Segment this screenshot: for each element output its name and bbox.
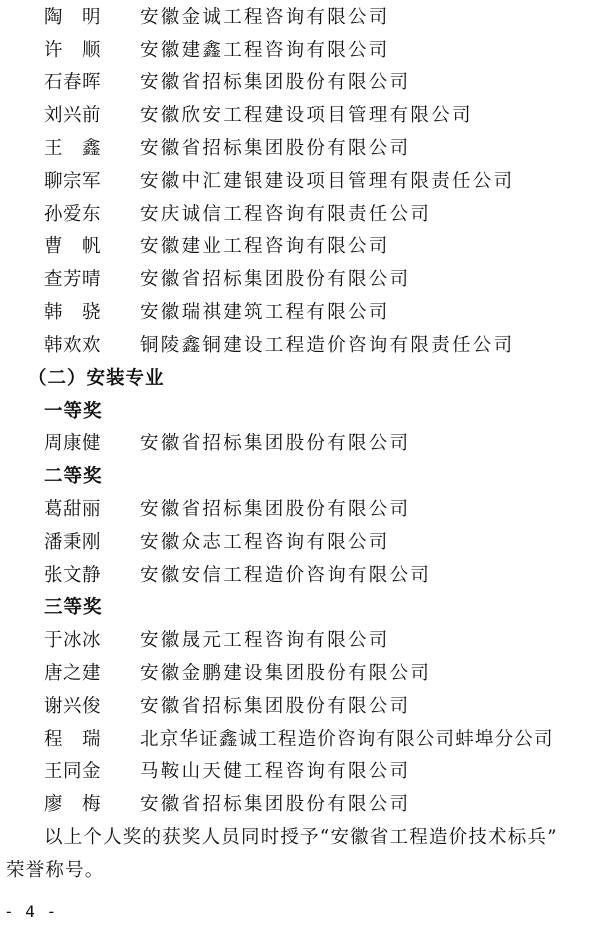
awardee-org: 安徽金鹏建设集团股份有限公司 <box>140 663 432 684</box>
awardee-name: 韩 骁 <box>44 302 102 323</box>
list-item <box>0 691 600 723</box>
list-item <box>0 133 600 165</box>
awardee-name: 葛甜丽 <box>44 499 102 520</box>
awardee-name: 查芳晴 <box>44 269 102 290</box>
awardee-org: 安徽欣安工程建设项目管理有限公司 <box>140 105 473 126</box>
list-item <box>0 494 600 526</box>
awardee-name: 谢兴俊 <box>44 696 102 717</box>
list-item <box>0 100 600 132</box>
awardee-org: 马鞍山天健工程咨询有限公司 <box>140 761 411 782</box>
prize-heading-row <box>0 461 600 493</box>
awardee-name: 许 顺 <box>44 40 102 61</box>
list-item <box>0 67 600 99</box>
list-item <box>0 756 600 788</box>
list-item <box>0 527 600 559</box>
prize-heading-row <box>0 396 600 428</box>
awardee-org: 安徽中汇建银建设项目管理有限责任公司 <box>140 171 515 192</box>
list-item <box>0 35 600 67</box>
awardee-name: 刘兴前 <box>44 105 102 126</box>
awardee-name: 于冰冰 <box>44 630 102 651</box>
awardee-org: 安徽众志工程咨询有限公司 <box>140 532 390 553</box>
list-item <box>0 231 600 263</box>
awardee-name: 张文静 <box>44 565 102 586</box>
awardee-name: 陶 明 <box>44 7 102 28</box>
list-item <box>0 199 600 231</box>
awardee-org: 铜陵鑫铜建设工程造价咨询有限责任公司 <box>140 335 515 356</box>
list-item <box>0 428 600 460</box>
awardee-org: 安庆诚信工程咨询有限责任公司 <box>140 204 432 225</box>
list-item <box>0 789 600 821</box>
second-prize-heading: 二等奖 <box>44 466 103 487</box>
prize-heading-row <box>0 592 600 624</box>
closing-paragraph-line2: 荣誉称号。 <box>6 860 105 881</box>
awardee-org: 安徽省招标集团股份有限公司 <box>140 696 411 717</box>
section-heading-row <box>0 363 600 395</box>
awardee-org: 安徽金诚工程咨询有限公司 <box>140 7 390 28</box>
list-item <box>0 625 600 657</box>
list-item <box>0 724 600 756</box>
awardee-org: 安徽省招标集团股份有限公司 <box>140 269 411 290</box>
awardee-name: 孙爱东 <box>44 204 102 225</box>
awardee-name: 潘秉刚 <box>44 532 102 553</box>
list-item <box>0 166 600 198</box>
awardee-name: 曹 帆 <box>44 236 102 257</box>
list-item <box>0 2 600 34</box>
awardee-name: 王 鑫 <box>44 138 102 159</box>
third-prize-heading: 三等奖 <box>44 597 103 618</box>
awardee-org: 安徽省招标集团股份有限公司 <box>140 794 411 815</box>
awardee-name: 石春晖 <box>44 72 102 93</box>
awardee-name: 韩欢欢 <box>44 335 102 356</box>
page-number: - 4 - <box>4 902 58 921</box>
awardee-name: 唐之建 <box>44 663 102 684</box>
awardee-org: 安徽省招标集团股份有限公司 <box>140 499 411 520</box>
list-item <box>0 330 600 362</box>
first-prize-heading: 一等奖 <box>44 401 103 422</box>
list-item <box>0 658 600 690</box>
awardee-name: 程 瑞 <box>44 729 102 750</box>
awardee-org: 安徽安信工程造价咨询有限公司 <box>140 565 432 586</box>
awardee-org: 安徽建鑫工程咨询有限公司 <box>140 40 390 61</box>
awardee-org: 安徽晟元工程咨询有限公司 <box>140 630 390 651</box>
awardee-org: 北京华证鑫诚工程造价咨询有限公司蚌埠分公司 <box>140 729 554 750</box>
awardee-org: 安徽瑞祺建筑工程有限公司 <box>140 302 390 323</box>
awardee-name: 廖 梅 <box>44 794 102 815</box>
awardee-org: 安徽省招标集团股份有限公司 <box>140 138 411 159</box>
awardee-name: 聊宗军 <box>44 171 102 192</box>
list-item <box>0 297 600 329</box>
awardee-org: 安徽省招标集团股份有限公司 <box>140 72 411 93</box>
closing-paragraph-line1: 以上个人奖的获奖人员同时授予“安徽省工程造价技术标兵” <box>44 827 558 848</box>
list-item <box>0 560 600 592</box>
awardee-org: 安徽省招标集团股份有限公司 <box>140 433 411 454</box>
list-item <box>0 264 600 296</box>
awardee-name: 周康健 <box>44 433 102 454</box>
awardee-org: 安徽建业工程咨询有限公司 <box>140 236 390 257</box>
awardee-name: 王同金 <box>44 761 102 782</box>
section-title: （二）安装专业 <box>28 368 165 389</box>
